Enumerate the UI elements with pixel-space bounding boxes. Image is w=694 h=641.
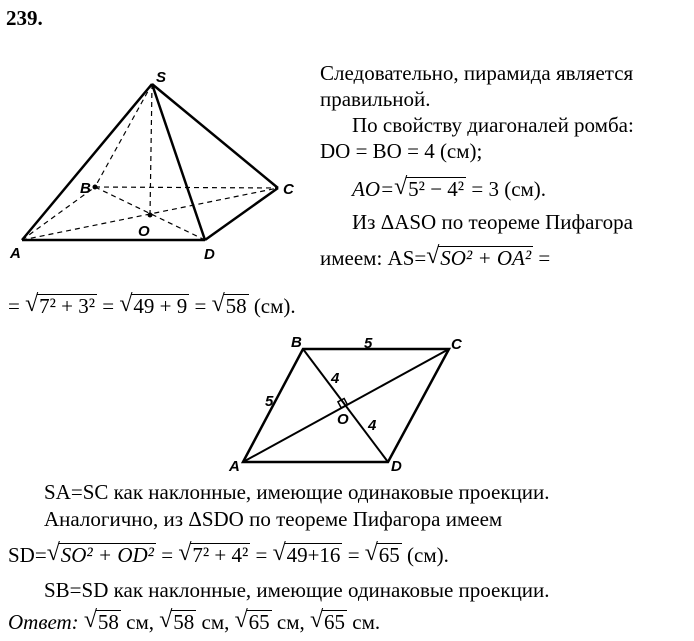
sqrt-ao-radicand: 5² − 4² bbox=[408, 177, 465, 201]
sqrt-ao: √ 5² − 4² bbox=[394, 174, 465, 201]
answer-label: Ответ: bbox=[8, 610, 79, 634]
answer-val-2: 58 bbox=[173, 610, 195, 634]
rhombus-figure bbox=[225, 330, 485, 480]
formula-as-suffix: = bbox=[538, 246, 551, 270]
sqrt-sd-2-radicand: 7² + 4² bbox=[192, 543, 249, 567]
pyr-label-s: S bbox=[156, 69, 167, 86]
answer-unit-4: см. bbox=[352, 610, 381, 634]
sqrt-l8-3-radicand: 58 bbox=[225, 294, 247, 318]
text-line-9: SA=SC как наклонные, имеющие одинаковые проекции. bbox=[44, 480, 550, 504]
sqrt-l8-1-radicand: 7² + 3² bbox=[39, 294, 96, 318]
pyr-label-c: C bbox=[283, 181, 294, 198]
rh-side-top: 5 bbox=[364, 335, 373, 352]
sqrt-l8-2-radicand: 49 + 9 bbox=[133, 294, 188, 318]
sqrt-sd-1-radicand: SO² + OD² bbox=[60, 543, 154, 567]
sqrt-l8-2: √ 49 + 9 bbox=[119, 291, 188, 318]
answer-unit-1: см, bbox=[126, 610, 155, 634]
text-line-10: Аналогично, из ΔSDO по теореме Пифагора имеем bbox=[44, 507, 503, 531]
text-line-12: SB=SD как наклонные, имеющие одинаковые проекции. bbox=[44, 578, 550, 602]
rh-side-left: 5 bbox=[265, 393, 274, 410]
sqrt-l8-1: √ 7² + 3² bbox=[25, 291, 96, 318]
text-line-2: правильной. bbox=[320, 87, 431, 111]
text-line-3: По свойству диагоналей ромба: bbox=[352, 113, 634, 137]
rh-od: 4 bbox=[368, 417, 377, 434]
sqrt-sd-4: √ 65 bbox=[364, 540, 400, 567]
rh-bo: 4 bbox=[331, 370, 340, 387]
answer-sqrt-1: √ 58 bbox=[83, 607, 119, 634]
rh-label-a: A bbox=[229, 458, 240, 475]
sqrt-sd-2: √ 7² + 4² bbox=[178, 540, 249, 567]
formula-as-prefix: имеем: AS= bbox=[320, 246, 427, 270]
pyr-label-a: A bbox=[10, 245, 21, 262]
pyr-label-b: B bbox=[80, 180, 91, 197]
answer-unit-2: см, bbox=[201, 610, 230, 634]
answer-val-1: 58 bbox=[97, 610, 119, 634]
text-line-6: Из ΔASO по теореме Пифагора bbox=[352, 210, 633, 234]
rh-label-b: B bbox=[291, 334, 302, 351]
answer-line bbox=[8, 607, 381, 634]
sqrt-sd-3-radicand: 49+16 bbox=[286, 543, 341, 567]
rh-label-d: D bbox=[391, 458, 402, 475]
answer-sqrt-3: √ 65 bbox=[234, 607, 270, 634]
sqrt-sd-4-radicand: 65 bbox=[378, 543, 400, 567]
answer-val-4: 65 bbox=[324, 610, 346, 634]
answer-unit-3: см, bbox=[276, 610, 305, 634]
formula-as bbox=[320, 243, 551, 270]
text-line-1: Следовательно, пирамида является bbox=[320, 61, 634, 85]
sqrt-as: √ SO² + OA² bbox=[426, 243, 532, 270]
sqrt-as-radicand: SO² + OA² bbox=[440, 246, 532, 270]
answer-sqrt-2: √ 58 bbox=[159, 607, 195, 634]
formula-ao bbox=[352, 174, 547, 201]
sqrt-l8-3: √ 58 bbox=[211, 291, 247, 318]
pyr-label-d: D bbox=[204, 246, 215, 263]
sqrt-sd-1: √ SO² + OD² bbox=[46, 540, 154, 567]
formula-sd-suffix: (см). bbox=[407, 543, 449, 567]
sqrt-sd-3: √ 49+16 bbox=[272, 540, 341, 567]
problem-number: 239. bbox=[6, 6, 43, 30]
rh-label-c: C bbox=[451, 336, 462, 353]
formula-l8-suffix: (см). bbox=[253, 294, 296, 318]
rh-label-o: O bbox=[337, 411, 349, 428]
formula-sd: SD= √ SO² + OD² = √ 7² + 4² = √ 49+16 = √ 65 (см). bbox=[8, 540, 449, 567]
answer-sqrt-4: √ 65 bbox=[310, 607, 346, 634]
formula-as-cont: = √ 7² + 3² = √ 49 + 9 = √ 58 (см). bbox=[8, 291, 296, 318]
pyr-label-o: O bbox=[138, 223, 150, 240]
text-line-4: DO = BO = 4 (см); bbox=[320, 139, 483, 163]
formula-ao-prefix: AO= bbox=[352, 177, 395, 201]
formula-ao-suffix: = 3 (см). bbox=[471, 177, 547, 201]
answer-val-3: 65 bbox=[248, 610, 270, 634]
formula-sd-prefix: SD= bbox=[8, 543, 47, 567]
